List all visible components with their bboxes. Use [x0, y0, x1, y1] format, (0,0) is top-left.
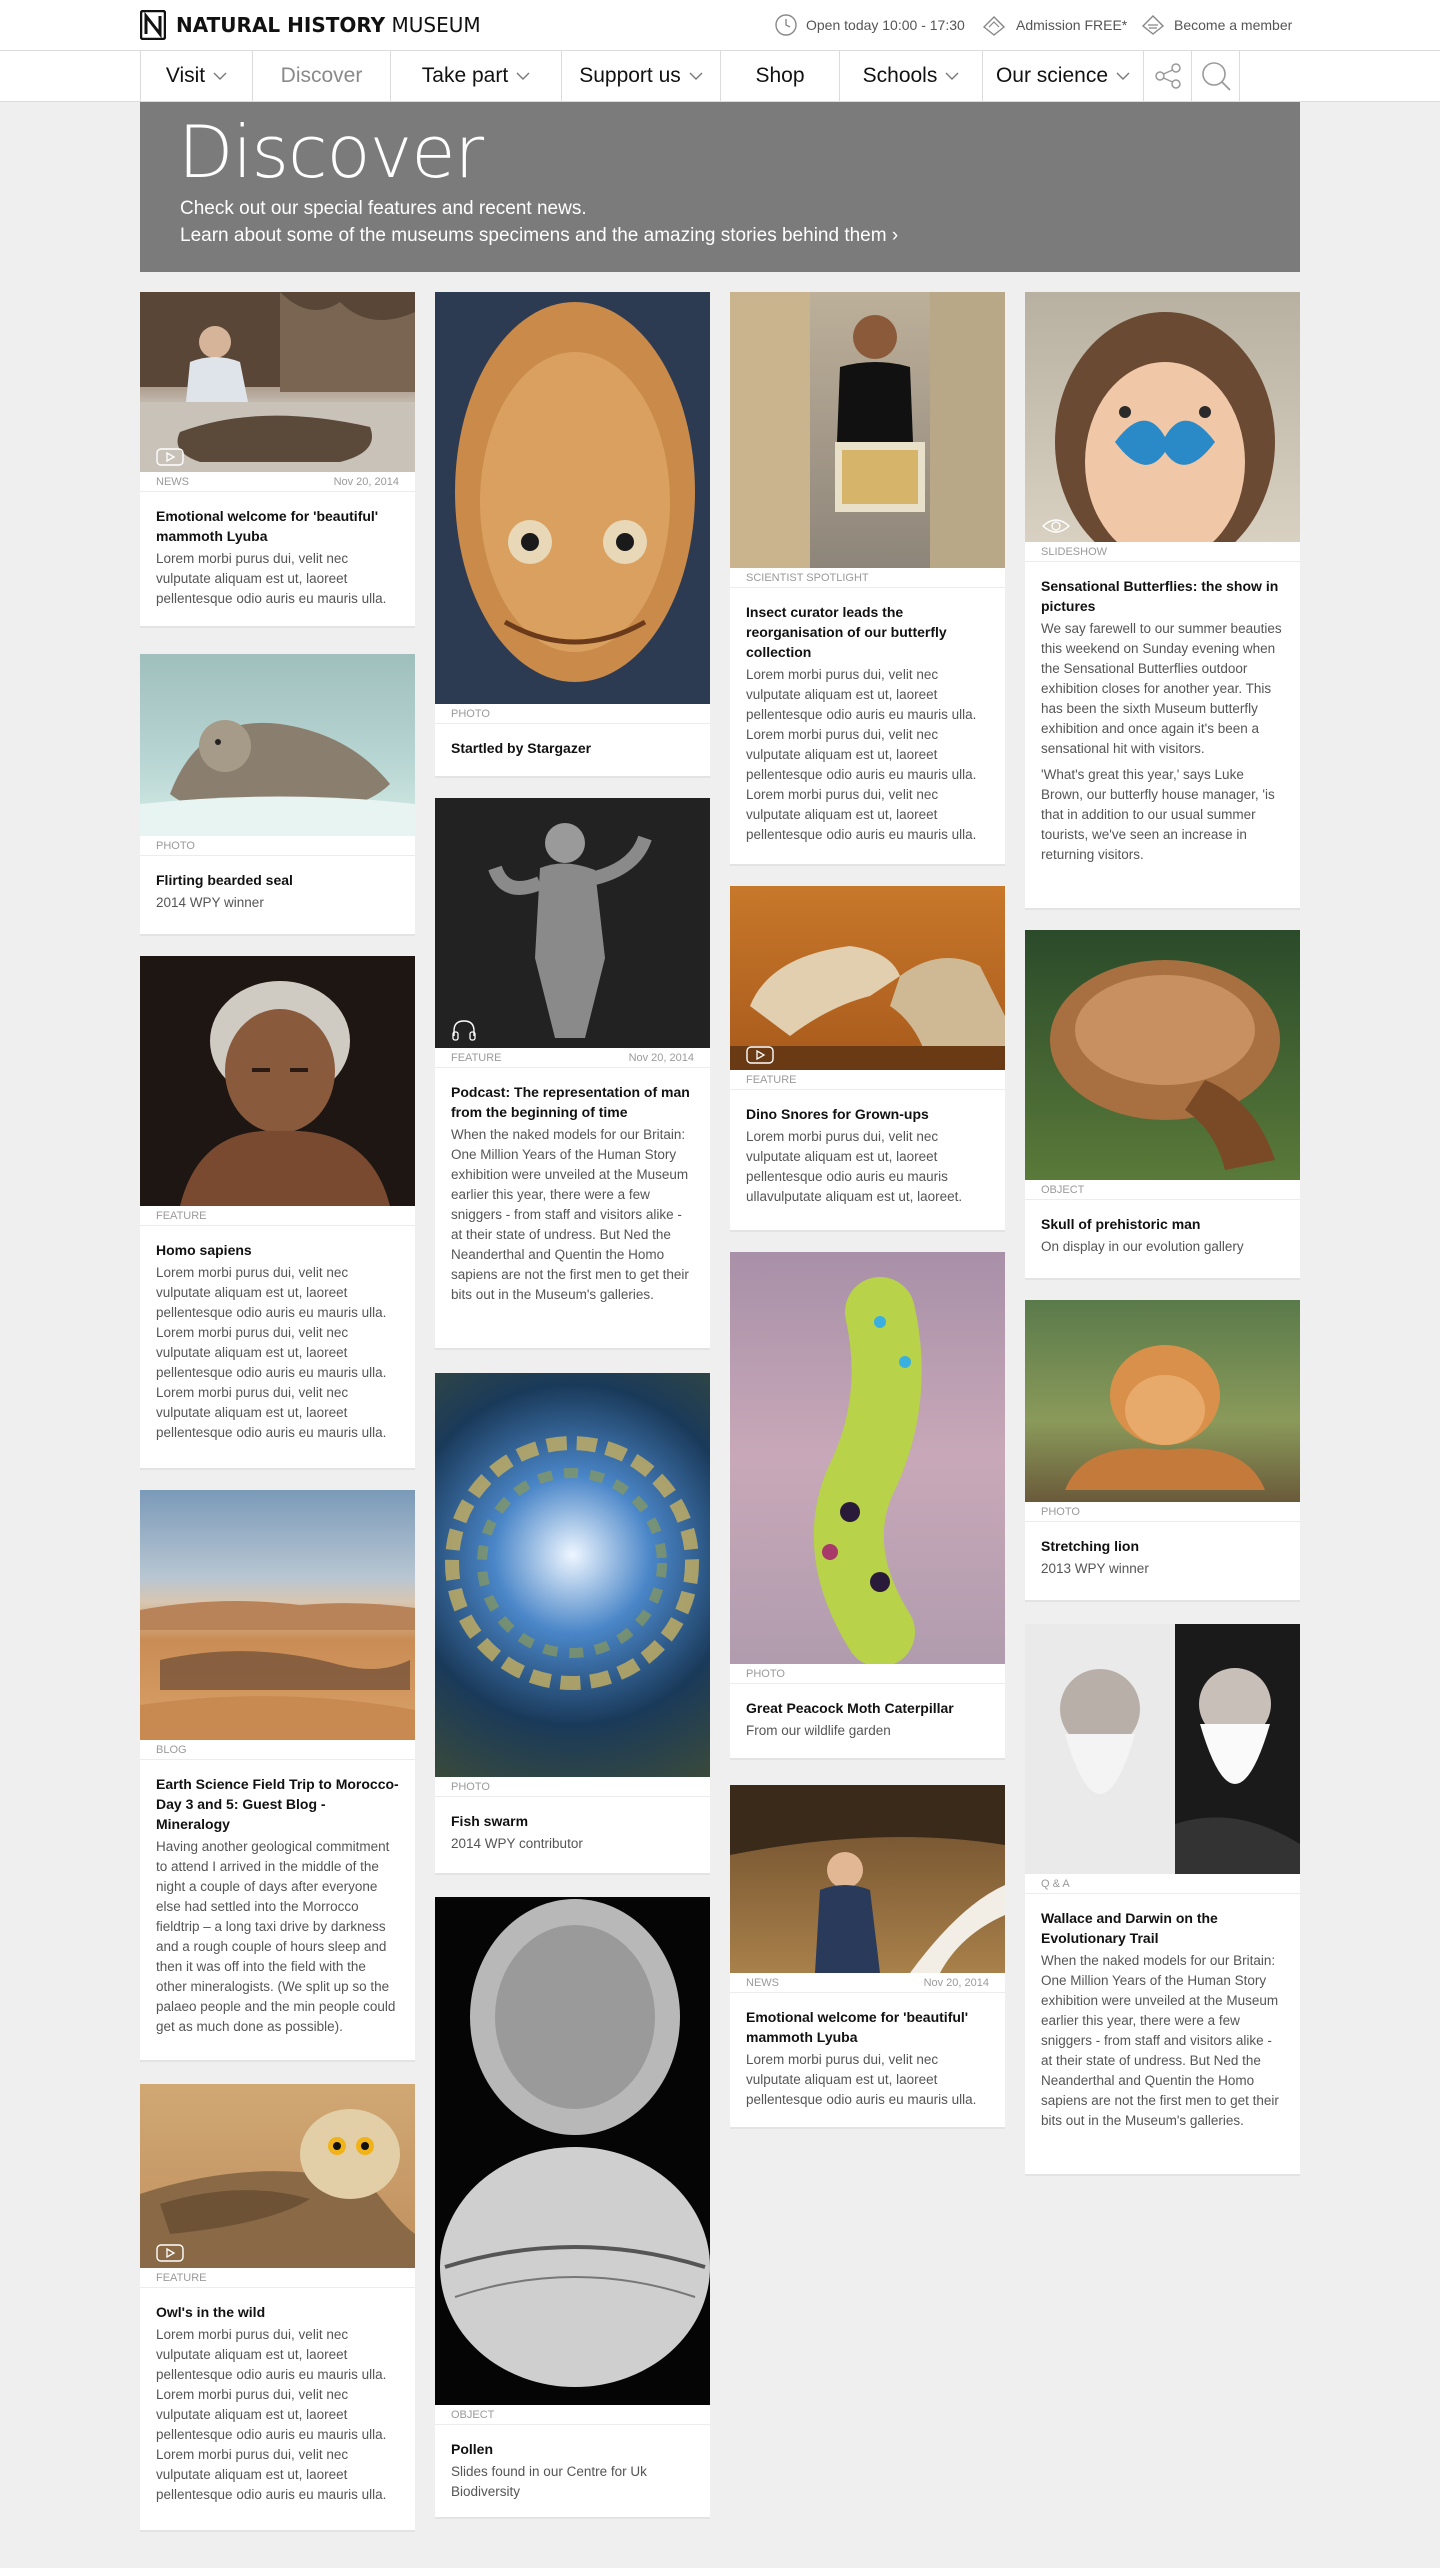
card-title: Pollen [451, 2441, 494, 2457]
become-member-link[interactable] [1140, 14, 1292, 36]
card-title: Skull of prehistoric man [1041, 1216, 1201, 1232]
chevron-down-icon [689, 71, 703, 81]
card-meta [730, 1070, 1005, 1090]
card-mammoth-news-2[interactable] [730, 1785, 1005, 2129]
card-pollen[interactable] [435, 1897, 710, 2519]
card-text: Lorem morbi purus dui, velit nec vulputate aliquam est ut, laoreet pellentesque odio auris eu mauris ulla. [746, 2052, 977, 2107]
card-meta [140, 1206, 415, 1226]
skull-image [1025, 930, 1300, 1180]
card-insect-curator[interactable] [730, 292, 1005, 866]
card-text: Lorem morbi purus dui, velit nec vulputate aliquam est ut, laoreet pellentesque odio auris eu mauris ulla. [156, 551, 387, 606]
mammoth-girl-image [730, 1785, 1005, 1973]
card-category: BLOG [156, 1743, 187, 1756]
card-date: Nov 20, 2014 [333, 475, 399, 488]
admission-link[interactable] [980, 14, 1127, 36]
card-meta [1025, 542, 1300, 562]
owl-image [140, 2084, 415, 2268]
card-meta [1025, 1874, 1300, 1894]
card-title: Great Peacock Moth Caterpillar [746, 1700, 954, 1716]
card-podcast-representation[interactable] [435, 798, 710, 1350]
card-title: Podcast: The representation of man from the beginning of time [451, 1084, 690, 1120]
top-bar [0, 0, 1440, 50]
card-meta [730, 568, 1005, 588]
card-bearded-seal[interactable] [140, 654, 415, 936]
clock-icon [774, 13, 798, 37]
opening-hours-label: Open today 10:00 - 17:30 [806, 17, 965, 33]
card-title: Stretching lion [1041, 1538, 1139, 1554]
card-title: Fish swarm [451, 1813, 529, 1829]
card-title: Emotional welcome for 'beautiful' mammoth Lyuba [156, 508, 379, 544]
card-mammoth-news[interactable] [140, 292, 415, 628]
card-meta [435, 1777, 710, 1797]
hero-link-text: Learn about some of the museums specimens and the amazing stories behind them [180, 225, 887, 246]
card-category: Q & A [1041, 1877, 1070, 1890]
logo-text-light: MUSEUM [391, 13, 481, 37]
nav-item-label: Support us [579, 64, 681, 87]
card-category: FEATURE [156, 1209, 207, 1222]
card-meta [140, 472, 415, 492]
wallace-darwin-image [1025, 1624, 1300, 1874]
nav-item-visit[interactable] [141, 51, 253, 101]
play-icon [156, 448, 184, 466]
card-category: NEWS [156, 475, 189, 488]
card-stretching-lion[interactable] [1025, 1300, 1300, 1602]
discover-hero [140, 102, 1300, 272]
card-sensational-butterflies[interactable] [1025, 292, 1300, 910]
card-title: Flirting bearded seal [156, 872, 293, 888]
card-text: 2014 WPY contributor [451, 1836, 583, 1851]
card-text: 2013 WPY winner [1041, 1561, 1149, 1576]
card-text: Lorem morbi purus dui, velit nec vulputate aliquam est ut, laoreet pellentesque odio auris eu mauris ulla. Lorem morbi purus dui, velit nec vulputate aliquam est ut, laoreet pellentesque odio auris eu mauris ulla. Lorem morbi purus dui, velit nec vulputate aliquam est ut, laoreet pellentesque odio auris eu mauris ulla. [156, 1265, 387, 1440]
card-text: When the naked models for our Britain: One Million Years of the Human Story exhibition were unveiled at the Museum earlier this year, there were a few sniggers - from staff and visitors alike - at their state of undress. But Ned the Neanderthal and Quentin the Homo sapiens are not the first men to get their bits out in the Museum's galleries. [451, 1127, 689, 1302]
card-text: Lorem morbi purus dui, velit nec vulputate aliquam est ut, laoreet pellentesque odio auris eu mauris ullavulputate aliquam est ut, laoreet. [746, 1129, 963, 1204]
admission-label: Admission FREE* [1016, 17, 1128, 33]
statue-image [435, 798, 710, 1048]
card-category: FEATURE [156, 2271, 207, 2284]
card-text: We say farewell to our summer beauties this weekend on Sunday evening when the Sensational Butterflies outdoor exhibition closes for another year. This has been the sixth Museum butterfly exhibition and once again it's been a sensational hit with visitors. [1041, 621, 1282, 756]
become-member-label: Become a member [1174, 17, 1293, 33]
nav-item-schools[interactable] [840, 51, 983, 101]
share-button[interactable] [1144, 51, 1192, 101]
card-text: 2014 WPY winner [156, 895, 264, 910]
card-category: OBJECT [451, 2408, 495, 2421]
nav-item-label: Discover [280, 64, 363, 87]
card-category: FEATURE [451, 1051, 502, 1064]
card-owls-in-the-wild[interactable] [140, 2084, 415, 2532]
card-meta [140, 2268, 415, 2288]
seal-image [140, 654, 415, 836]
card-category: PHOTO [746, 1667, 785, 1680]
chevron-down-icon [516, 71, 530, 81]
card-skull-prehistoric-man[interactable] [1025, 930, 1300, 1280]
eye-icon [1041, 516, 1071, 536]
homo-sapiens-image [140, 956, 415, 1206]
card-wallace-darwin[interactable] [1025, 1624, 1300, 2176]
nav-item-our-science[interactable] [983, 51, 1144, 101]
share-icon [1152, 60, 1184, 92]
nav-item-support-us[interactable] [562, 51, 721, 101]
headphones-icon [451, 1018, 477, 1042]
nav-item-shop[interactable] [721, 51, 840, 101]
card-peacock-moth-caterpillar[interactable] [730, 1252, 1005, 1760]
nhm-logo-icon [140, 10, 166, 40]
card-title: Sensational Butterflies: the show in pictures [1041, 578, 1279, 614]
card-title: Dino Snores for Grown-ups [746, 1106, 929, 1122]
nav-item-label: Schools [862, 64, 938, 87]
card-text: Lorem morbi purus dui, velit nec vulputate aliquam est ut, laoreet pellentesque odio auris eu mauris ulla. Lorem morbi purus dui, velit nec vulputate aliquam est ut, laoreet pellentesque odio auris eu mauris ulla. Lorem morbi purus dui, velit nec vulputate aliquam est ut, laoreet pellentesque odio auris eu mauris ulla. [746, 667, 977, 842]
card-category: PHOTO [1041, 1505, 1080, 1518]
card-stargazer[interactable] [435, 292, 710, 778]
card-category: PHOTO [451, 1780, 490, 1793]
nav-item-label: Visit [165, 64, 206, 87]
dinosaur-image [730, 886, 1005, 1070]
pollen-image [435, 1897, 710, 2405]
card-category: PHOTO [451, 707, 490, 720]
insect-curator-image [730, 292, 1005, 568]
main-nav [0, 50, 1440, 102]
card-meta [730, 1973, 1005, 1993]
card-date: Nov 20, 2014 [628, 1051, 694, 1064]
lion-image [1025, 1300, 1300, 1502]
nav-item-label: Take part [421, 64, 509, 87]
card-meta [730, 1664, 1005, 1684]
page-title: Discover [178, 110, 484, 194]
play-icon [156, 2244, 184, 2262]
card-category: PHOTO [156, 839, 195, 852]
chevron-right-icon: › [891, 225, 899, 246]
card-category: SLIDESHOW [1041, 545, 1108, 558]
nav-item-label: Shop [755, 64, 805, 87]
card-homo-sapiens[interactable] [140, 956, 415, 1470]
card-date: Nov 20, 2014 [923, 1976, 989, 1989]
card-meta [435, 704, 710, 724]
card-dino-snores[interactable] [730, 886, 1005, 1232]
card-title: Owl's in the wild [156, 2304, 266, 2320]
card-title: Homo sapiens [156, 1242, 252, 1258]
card-title: Startled by Stargazer [451, 740, 592, 756]
hero-intro: Check out our special features and recent news. [180, 198, 587, 219]
site-logo[interactable] [140, 10, 481, 40]
ticket-icon [980, 13, 1008, 37]
card-fish-swarm[interactable] [435, 1373, 710, 1875]
card-category: SCIENTIST SPOTLIGHT [746, 571, 869, 584]
card-category: OBJECT [1041, 1183, 1085, 1196]
card-category: NEWS [746, 1976, 779, 1989]
member-card-icon [1140, 13, 1166, 37]
search-icon [1199, 59, 1233, 93]
card-meta [140, 1740, 415, 1760]
opening-hours[interactable] [774, 14, 965, 36]
butterfly-girl-image [1025, 292, 1300, 542]
card-text: Lorem morbi purus dui, velit nec vulputate aliquam est ut, laoreet pellentesque odio auris eu mauris ulla. Lorem morbi purus dui, velit nec vulputate aliquam est ut, laoreet pellentesque odio auris eu mauris ulla. Lorem morbi purus dui, velit nec vulputate aliquam est ut, laoreet pellentesque odio auris eu mauris ulla. [156, 2327, 387, 2502]
card-category: FEATURE [746, 1073, 797, 1086]
nav-item-take-part[interactable] [391, 51, 562, 101]
card-text: Slides found in our Centre for Uk Biodiversity [451, 2464, 647, 2499]
fish-swarm-image [435, 1373, 710, 1777]
chevron-down-icon [945, 71, 959, 81]
card-meta [435, 2405, 710, 2425]
card-text: Having another geological commitment to attend I arrived in the middle of the night a couple of days after everyone else had settled into the Morrocco fieldtrip – a long taxi drive by darkness and a rough couple of hours sleep and then it was off into the field with the other mineralogists. (We split up so the palaeo people and the min people could get as much done as possible). [156, 1839, 396, 2034]
card-morocco-blog[interactable] [140, 1490, 415, 2062]
card-meta [435, 1048, 710, 1068]
card-text: From our wildlife garden [746, 1723, 891, 1738]
caterpillar-image [730, 1252, 1005, 1664]
chevron-down-icon [213, 71, 227, 81]
card-title: Earth Science Field Trip to Morocco- Day 3 and 5: Guest Blog - Mineralogy [156, 1776, 399, 1832]
card-meta [140, 836, 415, 856]
nav-item-discover[interactable] [253, 51, 391, 101]
card-text: 'What's great this year,' says Luke Brown, our butterfly house manager, 'is that in addition to our usual summer tourists, we've seen an increase in returning visitors. [1041, 767, 1275, 862]
desert-image [140, 1490, 415, 1740]
search-button[interactable] [1192, 51, 1240, 101]
hero-link[interactable] [180, 225, 898, 247]
chevron-down-icon [1116, 71, 1130, 81]
card-text: On display in our evolution gallery [1041, 1239, 1244, 1254]
play-icon [746, 1046, 774, 1064]
card-meta [1025, 1180, 1300, 1200]
card-title: Emotional welcome for 'beautiful' mammoth Lyuba [746, 2009, 969, 2045]
card-meta [1025, 1502, 1300, 1522]
mammoth-image [140, 292, 415, 472]
logo-text-bold: NATURAL HISTORY [176, 13, 386, 37]
nav-item-label: Our science [995, 64, 1109, 87]
stargazer-image [435, 292, 710, 704]
card-title: Wallace and Darwin on the Evolutionary Trail [1041, 1910, 1218, 1946]
card-title: Insect curator leads the reorganisation of our butterfly collection [746, 604, 947, 660]
card-text: When the naked models for our Britain: One Million Years of the Human Story exhibition were unveiled at the Museum earlier this year, there were a few sniggers - from staff and visitors alike - at their state of undress. But Ned the Neanderthal and Quentin the Homo sapiens are not the first men to get their bits out in the Museum's galleries. [1041, 1953, 1279, 2128]
